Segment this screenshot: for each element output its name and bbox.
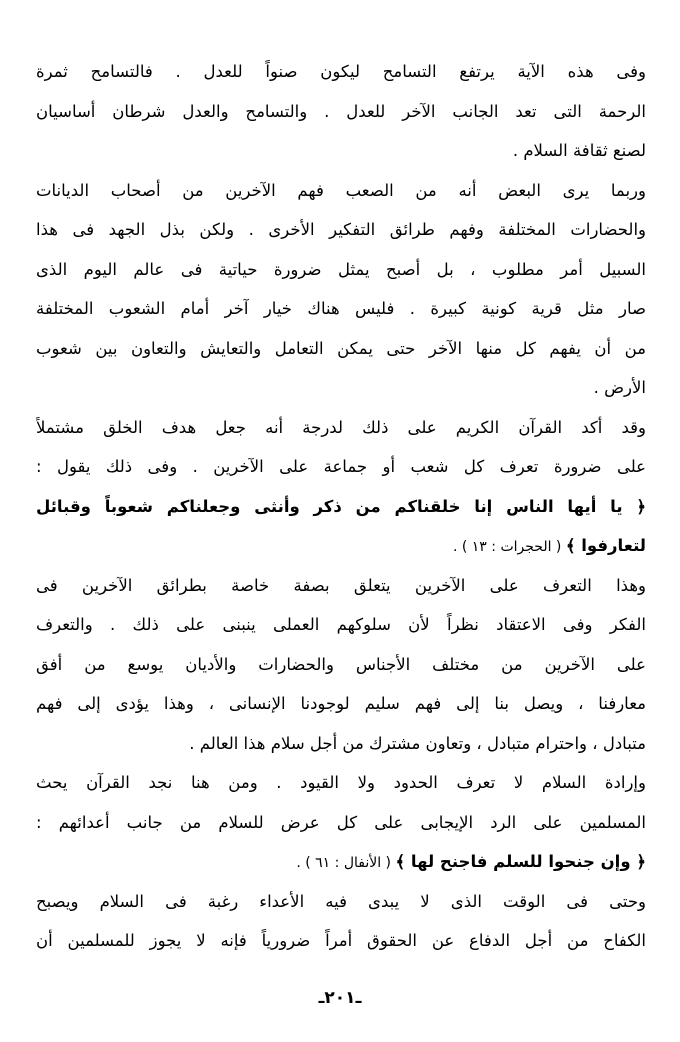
text-line: متبادل ، واحترام متبادل ، وتعاون مشترك من أجل سلام هذا العالم .: [189, 733, 646, 753]
quran-quote-line: [36, 526, 646, 566]
text-line: على الآخرين من مختلف الأجناس والحضارات والأديان يوسع من أفق: [36, 654, 646, 674]
text-line: والحضارات المختلفة وفهم طرائق التفكير الأخرى . ولكن بذل الجهد فى هذا: [36, 220, 646, 239]
text-line: وحتى فى الوقت الذى لا يبدى فيه الأعداء رغبة فى السلام ويصبح: [36, 891, 646, 911]
text-line: من أن يفهم كل منها الآخر حتى يمكن التعامل والتعايش والتعاون بين شعوب: [36, 338, 646, 358]
text-line: الأرض .: [593, 378, 646, 397]
quran-reference: ( الحجرات : ١٣ ) .: [452, 539, 566, 555]
text-line: الفكر وفى الاعتقاد نظراً لأن سلوكهم العملى ينبنى على ذلك . والتعرف: [36, 615, 646, 634]
text-line: الرحمة التى تعد الجانب الآخر للعدل . والتسامح والعدل شرطان أساسيان: [36, 101, 646, 121]
quran-quote-text: ﴿ وإن جنحوا للسلم فاجنح لها ﴾: [395, 852, 646, 871]
page-number: ـ٢٠١ـ: [318, 988, 362, 1008]
page-body: [36, 52, 646, 961]
text-line: وهذا التعرف على الآخرين يتعلق بصفة خاصة بطرائق الآخرين فى: [36, 575, 646, 595]
text-line: صار مثل قرية كونية كبيرة . فليس هناك خيار آخر أمام الشعوب المختلفة: [36, 299, 646, 318]
text-line: المسلمين على الرد الإيجابى على كل عرض للسلام من جانب أعدائهم :: [36, 812, 646, 832]
text-line: وقد أكد القرآن الكريم على ذلك لدرجة أنه جعل هدف الخلق مشتملاً: [36, 417, 646, 437]
quran-quote-line: [36, 842, 646, 882]
text-line: الكفاح من أجل الدفاع عن الحقوق أمراً ضرورياً فإنه لا يجوز للمسلمين أن: [36, 931, 646, 950]
text-line: وربما يرى البعض أنه من الصعب فهم الآخرين من أصحاب الديانات: [36, 180, 646, 200]
text-line: على ضرورة تعرف كل شعب أو جماعة على الآخرين . وفى ذلك يقول :: [36, 457, 646, 476]
quran-quote-line: ﴿ يا أيها الناس إنا خلقناكم من ذكر وأنثى وجعلناكم شعوباً وقبائل: [36, 496, 646, 516]
text-line: وإرادة السلام لا تعرف الحدود ولا القيود . ومن هنا نجد القرآن يحث: [36, 773, 646, 792]
text-line: لصنع ثقافة السلام .: [512, 141, 646, 160]
text-line: معارفنا ، ويصل بنا إلى فهم سليم لوجودنا الإنسانى ، وهذا يؤدى إلى فهم: [36, 694, 646, 713]
text-line: السبيل أمر مطلوب ، بل أصبح يمثل ضرورة حياتية فى عالم اليوم الذى: [36, 259, 646, 279]
text-line: وفى هذه الآية يرتفع التسامح ليكون صنواً للعدل . فالتسامح ثمرة: [36, 62, 646, 81]
quran-quote-text: لتعارفوا ﴾: [565, 536, 646, 555]
quran-reference: ( الأنفال : ٦١ ) .: [296, 855, 396, 871]
